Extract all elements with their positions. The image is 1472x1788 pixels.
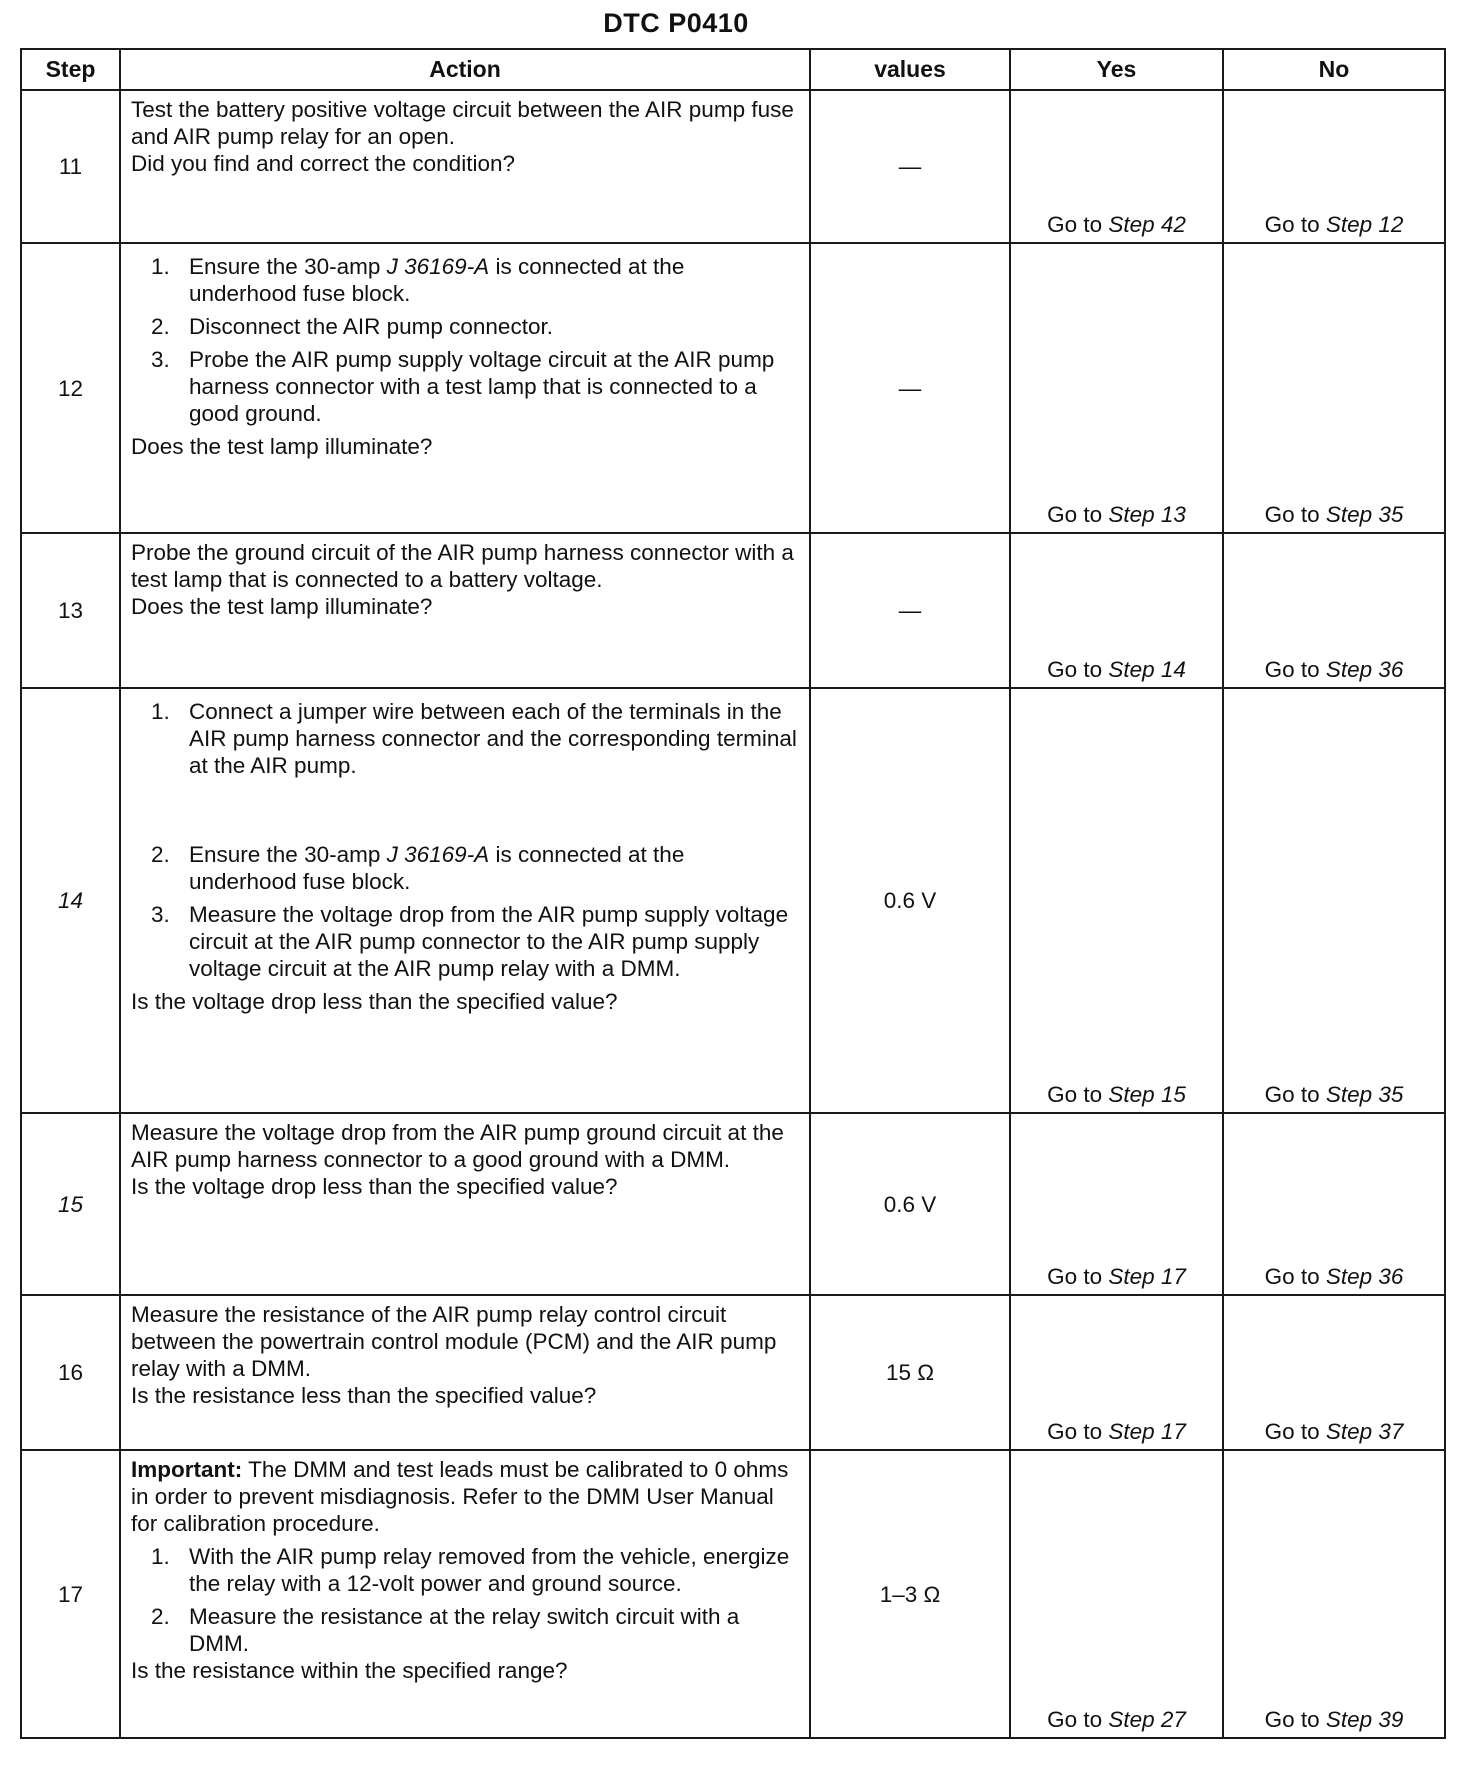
value-cell: —: [810, 533, 1010, 688]
tool-reference: J 36169-A: [386, 842, 490, 867]
header-values: values: [810, 49, 1010, 90]
yes-step-link: Step 42: [1108, 212, 1186, 237]
action-question: Does the test lamp illuminate?: [131, 434, 433, 459]
important-note: [131, 1456, 797, 1537]
action-steps-list: [131, 1543, 797, 1657]
action-cell: [120, 533, 810, 688]
action-cell: [120, 1450, 810, 1738]
step-number: 13: [21, 533, 120, 688]
list-item: 1. Ensure the 30-amp J 36169-A is connected at the underhood fuse block.: [151, 254, 685, 306]
yes-cell: [1010, 1450, 1223, 1738]
value-cell: 0.6 V: [810, 688, 1010, 1113]
goto-prefix: Go to: [1264, 1707, 1320, 1732]
yes-step-link: Step 17: [1108, 1264, 1186, 1289]
list-item: 2. Disconnect the AIR pump connector.: [151, 314, 553, 339]
action-question: Is the voltage drop less than the specified value?: [131, 989, 618, 1014]
step-number: 14: [21, 688, 120, 1113]
table-row-step-13: [21, 533, 1445, 688]
goto-prefix: Go to: [1264, 1082, 1320, 1107]
action-question: Is the resistance within the specified range?: [131, 1658, 568, 1683]
yes-step-link: Step 14: [1108, 657, 1186, 682]
no-cell: [1223, 688, 1445, 1113]
goto-prefix: Go to: [1264, 212, 1320, 237]
no-step-link: Step 36: [1325, 1264, 1404, 1289]
goto-prefix: Go to: [1264, 1264, 1320, 1289]
action-question: Did you find and correct the condition?: [131, 151, 515, 176]
no-cell: [1223, 243, 1445, 533]
table-row-step-16: [21, 1295, 1445, 1450]
action-text: Test the battery positive voltage circuit between the AIR pump fuse and AIR pump relay for an open.: [131, 97, 794, 149]
goto-prefix: Go to: [1264, 657, 1320, 682]
goto-prefix: Go to: [1047, 1082, 1103, 1107]
action-steps-list: [131, 253, 797, 433]
yes-cell: [1010, 533, 1223, 688]
no-step-link: Step 35: [1325, 1082, 1404, 1107]
no-cell: [1223, 1113, 1445, 1295]
action-cell: [120, 243, 810, 533]
list-item: 2. Measure the resistance at the relay switch circuit with a DMM.: [151, 1604, 740, 1656]
list-item: 3. Probe the AIR pump supply voltage circuit at the AIR pump harness connector with a test lamp that is connected to a good ground.: [151, 347, 775, 426]
yes-step-link: Step 15: [1108, 1082, 1186, 1107]
header-yes: Yes: [1010, 49, 1223, 90]
value-cell: —: [810, 243, 1010, 533]
table-header-row: [21, 49, 1445, 90]
table-row-step-15: [21, 1113, 1445, 1295]
no-cell: [1223, 533, 1445, 688]
goto-prefix: Go to: [1047, 502, 1103, 527]
yes-step-link: Step 13: [1108, 502, 1186, 527]
goto-prefix: Go to: [1047, 1707, 1103, 1732]
goto-prefix: Go to: [1264, 502, 1320, 527]
table-row-step-17: [21, 1450, 1445, 1738]
value-cell: 1–3 Ω: [810, 1450, 1010, 1738]
no-cell: [1223, 1450, 1445, 1738]
important-label: Important:: [131, 1457, 243, 1482]
list-item: 1. With the AIR pump relay removed from the vehicle, energize the relay with a 12-volt power and ground source.: [151, 1544, 790, 1596]
yes-step-link: Step 17: [1108, 1419, 1186, 1444]
step-number: 17: [21, 1450, 120, 1738]
action-text: Measure the voltage drop from the AIR pump ground circuit at the AIR pump harness connector to a good ground with a DMM.: [131, 1120, 784, 1172]
no-step-link: Step 36: [1325, 657, 1404, 682]
goto-prefix: Go to: [1047, 657, 1103, 682]
goto-prefix: Go to: [1264, 1419, 1320, 1444]
step-number: 16: [21, 1295, 120, 1450]
action-text: Measure the resistance of the AIR pump relay control circuit between the powertrain control module (PCM) and the AIR pump relay with a DMM.: [131, 1302, 777, 1381]
yes-cell: [1010, 243, 1223, 533]
no-step-link: Step 35: [1325, 502, 1404, 527]
tool-reference: J 36169-A: [386, 254, 490, 279]
action-text: Probe the ground circuit of the AIR pump harness connector with a test lamp that is connected to a battery voltage.: [131, 540, 794, 592]
list-item: 3. Measure the voltage drop from the AIR pump supply voltage circuit at the AIR pump connector to the AIR pump supply voltage circuit at the AIR pump relay with a DMM.: [151, 902, 789, 981]
goto-prefix: Go to: [1047, 1264, 1103, 1289]
value-cell: 0.6 V: [810, 1113, 1010, 1295]
action-question: Is the resistance less than the specified value?: [131, 1383, 597, 1408]
goto-prefix: Go to: [1047, 212, 1103, 237]
yes-cell: [1010, 1113, 1223, 1295]
diagnostic-table: [20, 48, 1446, 1739]
no-cell: [1223, 1295, 1445, 1450]
value-cell: 15 Ω: [810, 1295, 1010, 1450]
action-cell: [120, 1113, 810, 1295]
value-cell: —: [810, 90, 1010, 243]
important-text: The DMM and test leads must be calibrated to 0 ohms in order to prevent misdiagnosis. Refer to the DMM User Manual for calibration procedure.: [131, 1457, 789, 1536]
action-cell: [120, 688, 810, 1113]
page-title: DTC P0410: [603, 8, 749, 38]
header-no: No: [1223, 49, 1445, 90]
step-number: 15: [21, 1113, 120, 1295]
list-item: 2. Ensure the 30-amp J 36169-A is connected at the underhood fuse block.: [151, 842, 685, 894]
step-number: 11: [21, 90, 120, 243]
yes-cell: [1010, 688, 1223, 1113]
list-item: 1. Connect a jumper wire between each of the terminals in the AIR pump harness connector and the corresponding terminal at the AIR pump.: [151, 699, 797, 778]
step-number: 12: [21, 243, 120, 533]
action-question: Does the test lamp illuminate?: [131, 594, 433, 619]
yes-cell: [1010, 90, 1223, 243]
table-row-step-12: [21, 243, 1445, 533]
no-step-link: Step 39: [1325, 1707, 1404, 1732]
no-step-link: Step 12: [1325, 212, 1404, 237]
goto-prefix: Go to: [1047, 1419, 1103, 1444]
yes-cell: [1010, 1295, 1223, 1450]
table-row-step-14: [21, 688, 1445, 1113]
action-cell: [120, 90, 810, 243]
table-row-step-11: [21, 90, 1445, 243]
no-cell: [1223, 90, 1445, 243]
header-step: Step: [21, 49, 120, 90]
action-steps-list: [131, 698, 797, 988]
no-step-link: Step 37: [1325, 1419, 1404, 1444]
header-action: Action: [120, 49, 810, 90]
action-question: Is the voltage drop less than the specified value?: [131, 1174, 618, 1199]
action-cell: [120, 1295, 810, 1450]
yes-step-link: Step 27: [1108, 1707, 1186, 1732]
